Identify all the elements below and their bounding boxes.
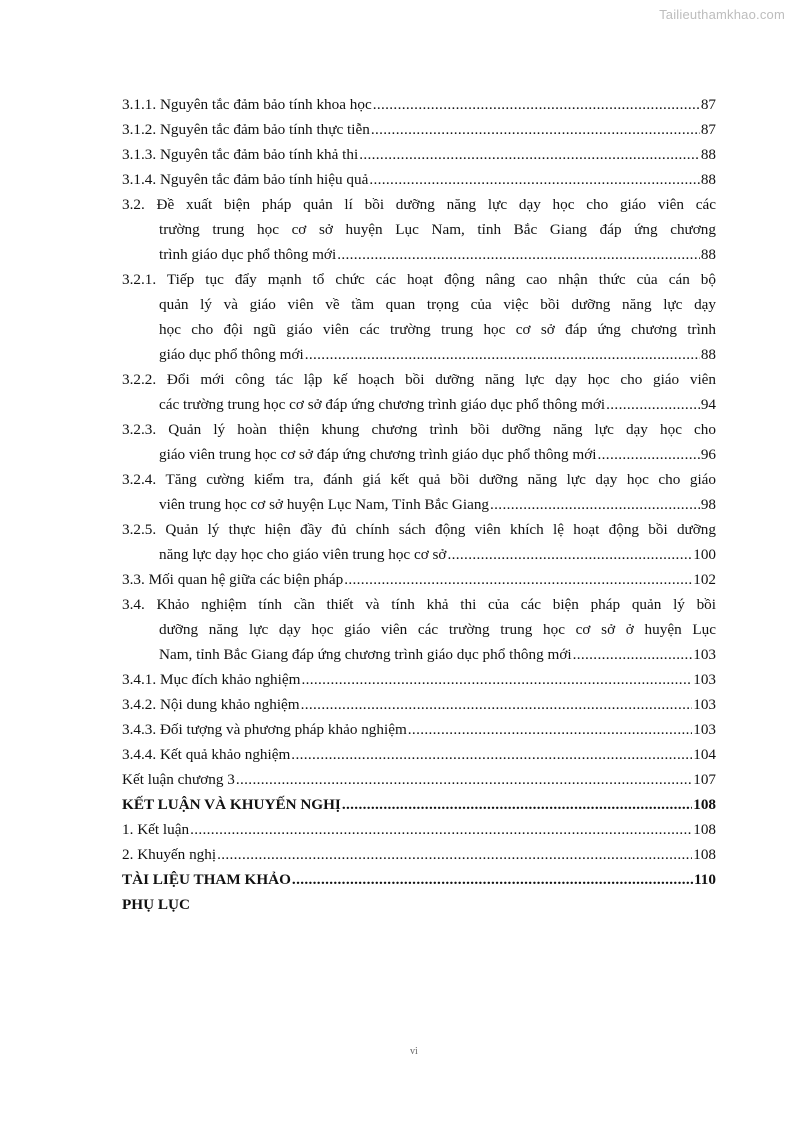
dot-leader — [342, 792, 692, 817]
toc-line — [122, 242, 716, 267]
toc-entry[interactable] — [122, 792, 716, 817]
toc-entry-text: trình giáo dục phổ thông mới — [159, 246, 337, 263]
toc-line — [122, 792, 716, 817]
toc-entry[interactable] — [122, 167, 716, 192]
toc-line — [122, 717, 716, 742]
toc-entry-text: 3.2.2. Đổi mới công tác lập kế hoạch bồi dưỡng năng lực dạy học cho giáo viên — [122, 371, 716, 388]
toc-page-number: 87 — [700, 121, 716, 138]
toc-page-number: 103 — [693, 721, 716, 738]
toc-entry-text: 3.4.2. Nội dung khảo nghiệm — [122, 696, 300, 713]
toc-entry-text: giáo dục phổ thông mới — [159, 346, 304, 363]
toc-entry[interactable] — [122, 142, 716, 167]
toc-line — [122, 517, 716, 542]
toc-entry-text: 3.4. Khảo nghiệm tính cần thiết và tính khả thi của các biện pháp quản lý bồi — [122, 596, 716, 613]
toc-page-number: 107 — [693, 771, 716, 788]
toc-line — [122, 367, 716, 392]
toc-entry[interactable] — [122, 717, 716, 742]
toc-entry-text: KẾT LUẬN VÀ KHUYẾN NGHỊ — [122, 796, 341, 813]
toc-page-number: 104 — [693, 746, 716, 763]
toc-page-number: 96 — [700, 446, 716, 463]
toc-page-number: 103 — [693, 646, 716, 663]
toc-line — [122, 267, 716, 292]
toc-entry-text: 3.4.1. Mục đích khảo nghiệm — [122, 671, 301, 688]
toc-entry-text: 3.2. Đề xuất biện pháp quản lí bồi dưỡng năng lực dạy học cho giáo viên các — [122, 196, 716, 213]
toc-page-number: 88 — [700, 171, 716, 188]
toc-line — [122, 392, 716, 417]
toc-entry[interactable] — [122, 92, 716, 117]
toc-entry[interactable] — [122, 417, 716, 467]
dot-leader — [373, 92, 700, 117]
toc-line — [122, 92, 716, 117]
toc-page-number: 102 — [693, 571, 716, 588]
toc-entry[interactable] — [122, 567, 716, 592]
dot-leader — [301, 667, 692, 692]
toc-line — [122, 492, 716, 517]
dot-leader — [217, 842, 692, 867]
toc-line — [122, 692, 716, 717]
toc-line — [122, 892, 716, 917]
toc-line — [122, 467, 716, 492]
toc-entry-text: TÀI LIỆU THAM KHẢO — [122, 871, 291, 888]
dot-leader — [305, 342, 700, 367]
toc-entry[interactable] — [122, 892, 716, 917]
toc-entry[interactable] — [122, 867, 716, 892]
toc-entry-text: 3.1.4. Nguyên tắc đảm bảo tính hiệu quả — [122, 171, 369, 188]
dot-leader — [359, 142, 700, 167]
toc-entry-text: Nam, tỉnh Bắc Giang đáp ứng chương trình giáo dục phổ thông mới — [159, 646, 572, 663]
toc-line — [122, 292, 716, 317]
toc-page-number: 100 — [693, 546, 716, 563]
toc-line — [122, 542, 716, 567]
dot-leader — [408, 717, 692, 742]
toc-page-number: 108 — [693, 796, 716, 813]
toc-line — [122, 592, 716, 617]
toc-entry-text: 3.1.1. Nguyên tắc đảm bảo tính khoa học — [122, 96, 372, 113]
toc-line — [122, 442, 716, 467]
dot-leader — [291, 742, 692, 767]
toc-entry-text: 2. Khuyến nghị — [122, 846, 217, 863]
toc-entry-text: viên trung học cơ sở huyện Lục Nam, Tỉnh Bắc Giang — [159, 496, 490, 513]
toc-page-number: 88 — [700, 146, 716, 163]
toc-line — [122, 842, 716, 867]
dot-leader — [573, 642, 693, 667]
toc-line — [122, 667, 716, 692]
dot-leader — [490, 492, 700, 517]
toc-entry-text: 3.2.4. Tăng cường kiểm tra, đánh giá kết quả bồi dưỡng năng lực dạy học cho giáo — [122, 471, 716, 488]
toc-line — [122, 192, 716, 217]
dot-leader — [369, 167, 699, 192]
toc-entry-text: 3.2.3. Quản lý hoàn thiện khung chương trình bồi dưỡng năng lực dạy học cho — [122, 421, 716, 438]
toc-page-number: 108 — [693, 821, 716, 838]
toc-page-number: 103 — [693, 671, 716, 688]
toc-page-number: 110 — [694, 871, 716, 888]
toc-page-number: 94 — [700, 396, 716, 413]
dot-leader — [190, 817, 692, 842]
toc-entry-text: Kết luận chương 3 — [122, 771, 235, 788]
toc-line — [122, 742, 716, 767]
dot-leader — [301, 692, 693, 717]
toc-entry-text: các trường trung học cơ sở đáp ứng chương trình giáo dục phổ thông mới — [159, 396, 606, 413]
toc-entry-text: 3.4.4. Kết quả khảo nghiệm — [122, 746, 291, 763]
toc-entry[interactable] — [122, 842, 716, 867]
toc-entry[interactable] — [122, 692, 716, 717]
toc-entry-text: 3.1.3. Nguyên tắc đảm bảo tính khả thi — [122, 146, 359, 163]
toc-entry-text: năng lực dạy học cho giáo viên trung học cơ sở — [159, 546, 447, 563]
toc-page-number: 98 — [700, 496, 716, 513]
toc-entry[interactable] — [122, 192, 716, 267]
toc-entry-text: trường trung học cơ sở huyện Lục Nam, tỉnh Bắc Giang đáp ứng chương — [159, 221, 716, 238]
dot-leader — [371, 117, 700, 142]
toc-line — [122, 142, 716, 167]
toc-entry[interactable] — [122, 367, 716, 417]
toc-page-number: 88 — [700, 246, 716, 263]
toc-line — [122, 117, 716, 142]
toc-entry-text: PHỤ LỤC — [122, 896, 190, 913]
toc-entry-text: 3.2.1. Tiếp tục đẩy mạnh tổ chức các hoạt động nâng cao nhận thức của cán bộ — [122, 271, 716, 288]
toc-line — [122, 417, 716, 442]
toc-line — [122, 642, 716, 667]
table-of-contents — [122, 92, 716, 917]
watermark: Tailieuthamkhao.com — [659, 7, 785, 22]
toc-entry[interactable] — [122, 667, 716, 692]
toc-line — [122, 867, 716, 892]
toc-entry[interactable] — [122, 817, 716, 842]
toc-line — [122, 217, 716, 242]
toc-entry[interactable] — [122, 742, 716, 767]
dot-leader — [447, 542, 692, 567]
toc-line — [122, 317, 716, 342]
dot-leader — [344, 567, 692, 592]
toc-entry[interactable] — [122, 267, 716, 367]
toc-entry[interactable] — [122, 592, 716, 667]
toc-line — [122, 817, 716, 842]
toc-line — [122, 342, 716, 367]
toc-line — [122, 767, 716, 792]
toc-entry-text: 3.1.2. Nguyên tắc đảm bảo tính thực tiễn — [122, 121, 370, 138]
toc-entry-text: giáo viên trung học cơ sở đáp ứng chương trình giáo dục phổ thông mới — [159, 446, 597, 463]
toc-page-number: 87 — [700, 96, 716, 113]
toc-page-number: 108 — [693, 846, 716, 863]
toc-entry-text: 3.4.3. Đối tượng và phương pháp khảo nghiệm — [122, 721, 407, 738]
toc-entry-text: 3.3. Mối quan hệ giữa các biện pháp — [122, 571, 344, 588]
toc-entry-text: 3.2.5. Quản lý thực hiện đầy đủ chính sách động viên khích lệ hoạt động bồi dưỡng — [122, 521, 716, 538]
toc-line — [122, 167, 716, 192]
dot-leader — [337, 242, 700, 267]
toc-line — [122, 617, 716, 642]
dot-leader — [292, 867, 693, 892]
toc-line — [122, 567, 716, 592]
toc-page-number: 88 — [700, 346, 716, 363]
toc-entry[interactable] — [122, 117, 716, 142]
toc-page-number: 103 — [693, 696, 716, 713]
dot-leader — [606, 392, 700, 417]
toc-entry-text: quản lý và giáo viên về tầm quan trọng của việc bồi dưỡng năng lực dạy — [159, 296, 716, 313]
page-number-mark: vi — [410, 1046, 418, 1057]
toc-entry[interactable] — [122, 467, 716, 517]
toc-entry[interactable] — [122, 767, 716, 792]
toc-entry-text: học cho đội ngũ giáo viên các trường trung học cơ sở đáp ứng chương trình — [159, 321, 716, 338]
toc-entry-text: dưỡng năng lực dạy học giáo viên các trường trung học cơ sở ở huyện Lục — [159, 621, 716, 638]
dot-leader — [598, 442, 700, 467]
toc-entry-text: 1. Kết luận — [122, 821, 190, 838]
dot-leader — [236, 767, 692, 792]
toc-entry[interactable] — [122, 517, 716, 567]
